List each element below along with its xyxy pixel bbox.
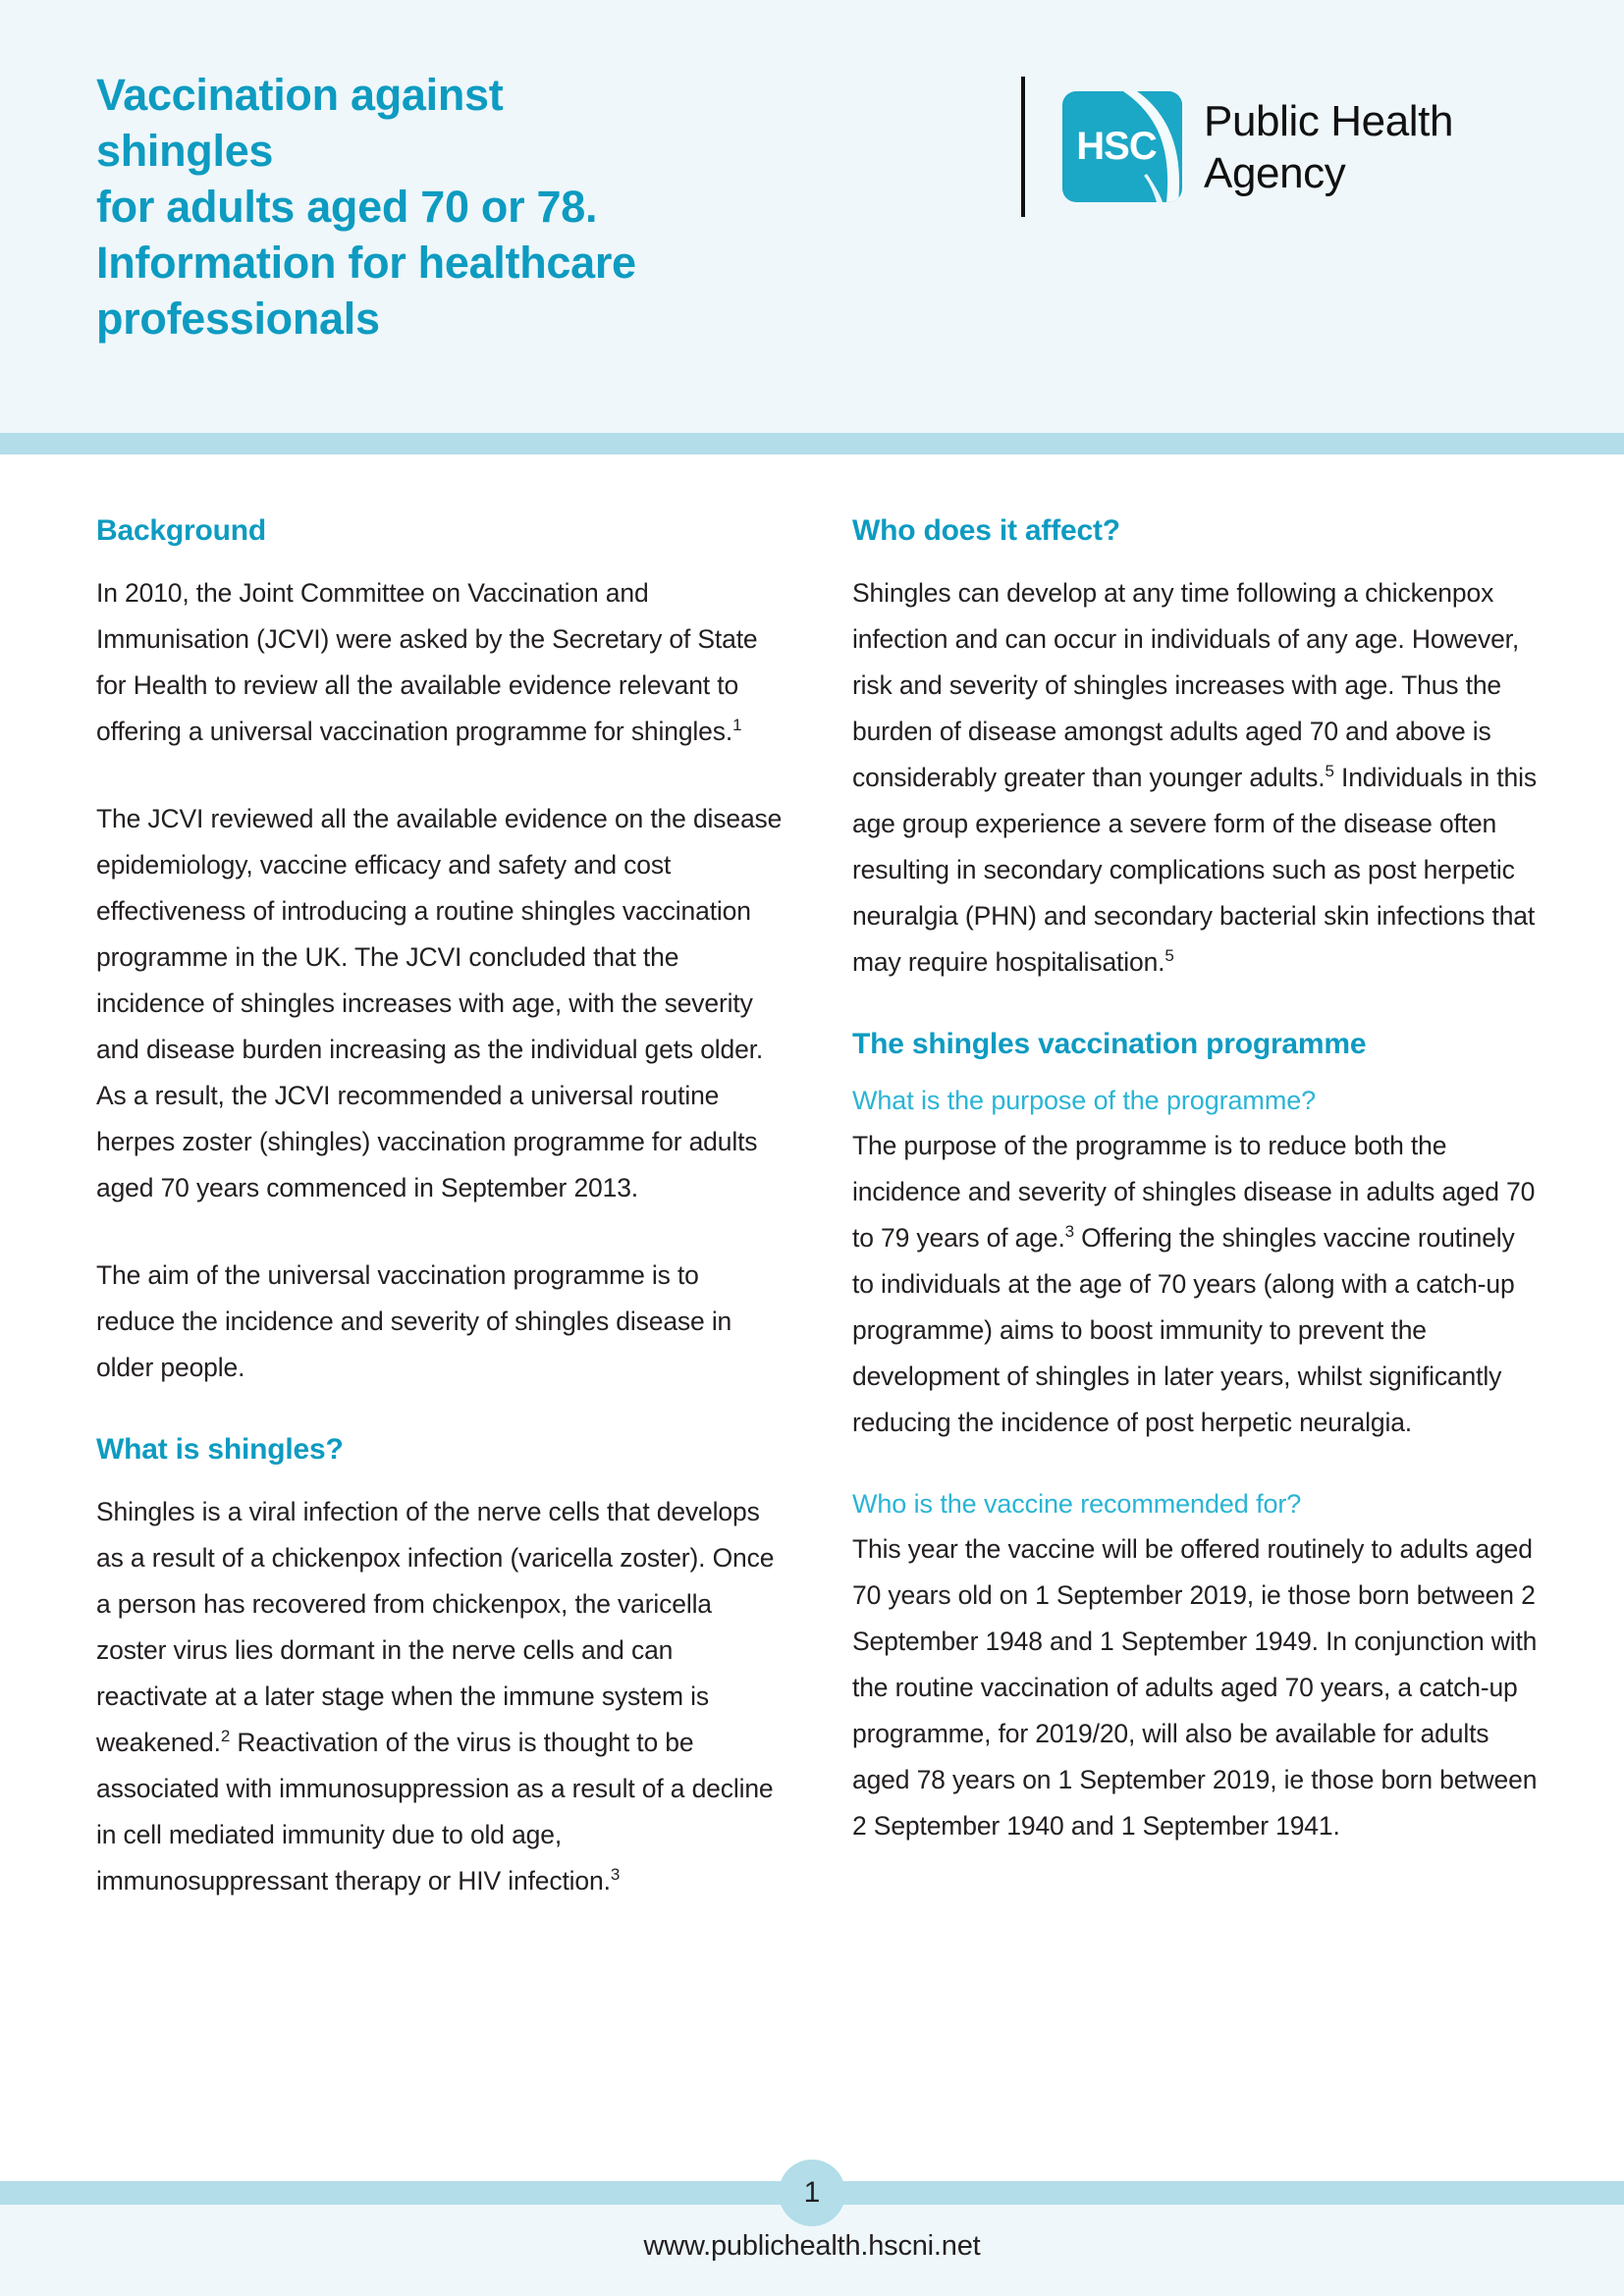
footnote-ref-3: 3 xyxy=(610,1865,621,1885)
paragraph-background-3: The aim of the universal vaccination programme is to reduce the incidence and severity of shingles disease in older people. xyxy=(96,1260,732,1382)
header-divider-bar xyxy=(0,433,1624,454)
paragraph-purpose-text-a: The purpose of the programme is to reduce both the incidence and severity of shingles disease in adults aged 70 to 79 years of age. xyxy=(852,1131,1536,1253)
pha-org-line-2: Agency xyxy=(1204,148,1346,197)
paragraph-who-does-it-affect xyxy=(852,570,1540,986)
paragraph-purpose-text-b: Offering the shingles vaccine routinely to individuals at the age of 70 years (along with a catch-up programme) aims to boost immunity to prevent the development of shingles in later years, whilst significantly reducing the incidence of post herpetic neuralgia. xyxy=(852,1223,1515,1437)
footer-website-url[interactable]: www.publichealth.hscni.net xyxy=(643,2230,981,2262)
heading-who-does-it-affect: Who does it affect? xyxy=(852,514,1120,547)
title-line-2: for adults aged 70 or 78. xyxy=(96,182,598,232)
document-header xyxy=(0,0,1624,433)
paragraph-background-1 xyxy=(96,570,784,755)
paragraph-shingles-text-a: Shingles is a viral infection of the nerve cells that develops as a result of a chickenpox infection (varicella zoster). Once a person has recovered from chickenpox, the varicella zoster virus lies dormant in the nerve cells and can reactivate at a later stage when the immune system is weakened. xyxy=(96,1497,775,1757)
page-number-badge: 1 xyxy=(779,2160,845,2226)
heading-vaccination-programme: The shingles vaccination programme xyxy=(852,1028,1367,1060)
footnote-ref-3b: 3 xyxy=(1064,1222,1074,1242)
subheading-purpose: What is the purpose of the programme? xyxy=(852,1086,1317,1115)
footnote-ref-1: 1 xyxy=(732,716,742,735)
paragraph-background-1-text: In 2010, the Joint Committee on Vaccination and Immunisation (JCVI) were asked by the Secretary of State for Health to review all the available evidence relevant to offering a universal vaccination programme for shingles. xyxy=(96,578,758,746)
document-body xyxy=(0,454,1624,2181)
paragraph-what-is-shingles xyxy=(96,1489,784,1904)
paragraph-shingles-text-b: Reactivation of the virus is thought to be associated with immunosuppression as a result of a decline in cell mediated immunity due to old age, immunosuppressant therapy or HIV infection. xyxy=(96,1728,774,1896)
page-title xyxy=(96,67,685,347)
hsc-badge-label: HSC xyxy=(1076,125,1157,168)
paragraph-affect-text-a: Shingles can develop at any time following a chickenpox infection and can occur in individuals of any age. However, risk and severity of shingles increases with age. Thus the burden of disease amongst adults aged 70 and above is considerably greater than younger adults. xyxy=(852,578,1520,792)
pha-logo xyxy=(1021,77,1453,217)
paragraph-purpose xyxy=(852,1123,1540,1446)
footnote-ref-2: 2 xyxy=(220,1727,231,1746)
title-line-3: Information for healthcare xyxy=(96,238,636,288)
left-column xyxy=(96,513,784,1904)
paragraph-recommended-for: This year the vaccine will be offered routinely to adults aged 70 years old on 1 September 2019, ie those born between 2 September 1948 and 1 September 1949. In conjunction with the routine vaccination of adults aged 70 years, a catch-up programme, for 2019/20, will also be available for adults aged 78 years on 1 September 2019, ie those born between 2 September 1940 and 1 September 1941. xyxy=(852,1534,1538,1841)
footnote-ref-5b: 5 xyxy=(1164,946,1174,966)
title-line-1: Vaccination against shingles xyxy=(96,70,504,176)
title-line-4: professionals xyxy=(96,294,380,344)
hsc-badge-icon xyxy=(1062,91,1182,202)
footnote-ref-5a: 5 xyxy=(1325,762,1334,781)
pha-org-name xyxy=(1204,95,1453,199)
heading-what-is-shingles: What is shingles? xyxy=(96,1433,344,1466)
paragraph-background-2: The JCVI reviewed all the available evidence on the disease epidemiology, vaccine efficacy and safety and cost effectiveness of introducing a routine shingles vaccination programme in the UK. The JCVI concluded that the incidence of shingles increases with age, with the severity and disease burden increasing as the individual gets older. As a result, the JCVI recommended a universal routine herpes zoster (shingles) vaccination programme for adults aged 70 years commenced in September 2013. xyxy=(96,804,783,1202)
right-column xyxy=(852,513,1540,1904)
heading-background: Background xyxy=(96,514,267,547)
paragraph-affect-text-b: Individuals in this age group experience a severe form of the disease often resulting in secondary complications such as post herpetic neuralgia (PHN) and secondary bacterial skin infections that may require hospitalisation. xyxy=(852,763,1537,977)
two-column-layout xyxy=(96,513,1540,1904)
subheading-recommended-for: Who is the vaccine recommended for? xyxy=(852,1489,1302,1519)
logo-divider-rule xyxy=(1021,77,1025,217)
pha-org-line-1: Public Health xyxy=(1204,96,1454,145)
